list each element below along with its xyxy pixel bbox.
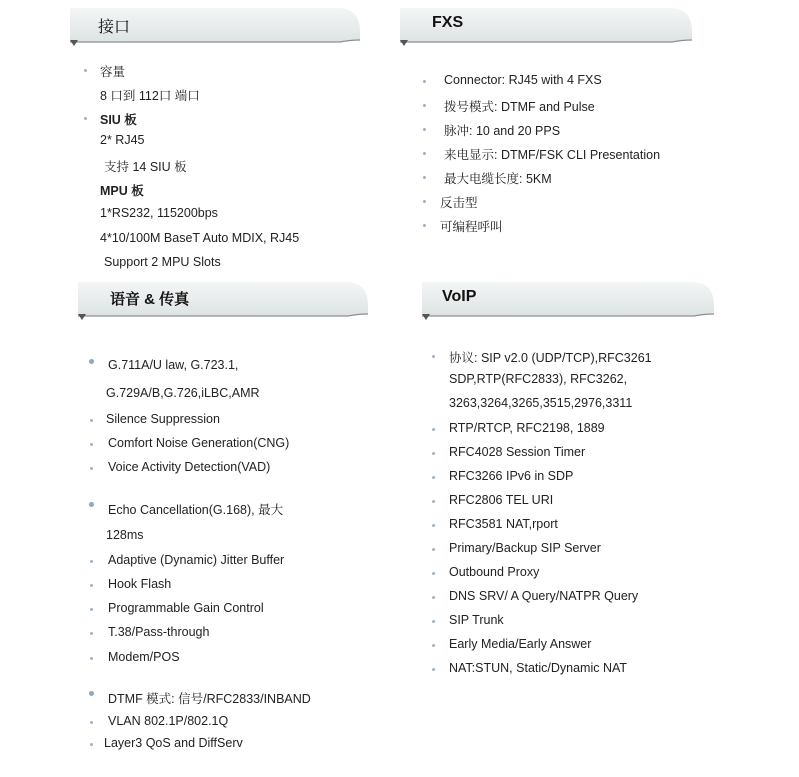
bullet (90, 721, 93, 724)
list-item: 拨号模式: DTMF and Pulse (444, 100, 595, 114)
list-item: 反击型 (440, 196, 478, 210)
bullet (432, 596, 435, 599)
list-item: Early Media/Early Answer (449, 637, 592, 651)
bullet (432, 668, 435, 671)
bullet (432, 500, 435, 503)
list-item: 1*RS232, 115200bps (100, 206, 218, 220)
list-item: Primary/Backup SIP Server (449, 541, 601, 555)
list-item: SIP Trunk (449, 613, 504, 627)
bullet (90, 443, 93, 446)
bullet (423, 80, 426, 83)
list-item: 容量 (100, 65, 126, 79)
bullet (423, 152, 426, 155)
list-item: 最大电缆长度: 5KM (444, 172, 552, 186)
bullet (432, 452, 435, 455)
bullet (432, 644, 435, 647)
bullet (423, 176, 426, 179)
list-item: 8 口到 112口 端口 (100, 89, 200, 103)
list-item: 支持 14 SIU 板 (104, 160, 187, 174)
bullet (423, 224, 426, 227)
list-item: Adaptive (Dynamic) Jitter Buffer (108, 553, 285, 567)
section-header-fxs (398, 6, 694, 46)
list-item: MPU 板 (100, 184, 144, 198)
list-item: 可编程呼叫 (440, 220, 503, 234)
list-item: Support 2 MPU Slots (104, 255, 221, 269)
section-header-voice (76, 280, 370, 320)
bullet (432, 428, 435, 431)
bullet (90, 743, 93, 746)
list-item: SIU 板 (100, 113, 137, 127)
bullet (89, 691, 94, 696)
bullet (90, 560, 93, 563)
list-item: 128ms (106, 528, 144, 542)
bullet (90, 584, 93, 587)
bullet (432, 548, 435, 551)
list-item: RFC2806 TEL URI (449, 493, 554, 507)
bullet (90, 467, 93, 470)
bullet (89, 502, 94, 507)
list-item: 2* RJ45 (100, 133, 145, 147)
list-item: DNS SRV/ A Query/NATPR Query (449, 589, 639, 603)
list-item: Hook Flash (108, 577, 172, 591)
bullet (423, 128, 426, 131)
list-item: Voice Activity Detection(VAD) (108, 460, 271, 474)
list-item: Silence Suppression (106, 412, 220, 426)
list-item: T.38/Pass-through (108, 625, 210, 639)
section-title: 接口 (98, 19, 131, 36)
list-item: Programmable Gain Control (108, 601, 264, 615)
bullet (84, 117, 87, 120)
list-item: 脉冲: 10 and 20 PPS (444, 124, 561, 138)
bullet (423, 104, 426, 107)
section-title: VoIP (442, 288, 477, 305)
bullet (90, 608, 93, 611)
bullet (90, 632, 93, 635)
list-item: Layer3 QoS and DiffServ (104, 736, 243, 750)
list-item: Comfort Noise Generation(CNG) (108, 436, 290, 450)
list-item: G.729A/B,G.726,iLBC,AMR (106, 386, 260, 400)
bullet (432, 476, 435, 479)
list-item: DTMF 模式: 信号/RFC2833/INBAND (108, 692, 311, 706)
list-item: RFC4028 Session Timer (449, 445, 586, 459)
list-item: Connector: RJ45 with 4 FXS (444, 73, 602, 87)
bullet (423, 200, 426, 203)
bullet (432, 524, 435, 527)
list-item: RTP/RTCP, RFC2198, 1889 (449, 421, 605, 435)
bullet (90, 419, 93, 422)
section-header-voip (420, 280, 716, 320)
bullet (89, 359, 94, 364)
list-item: SDP,RTP(RFC2833), RFC3262, (449, 372, 628, 386)
bullet (84, 69, 87, 72)
list-item: 3263,3264,3265,3515,2976,3311 (449, 396, 633, 410)
bullet (432, 620, 435, 623)
list-item: 来电显示: DTMF/FSK CLI Presentation (444, 148, 661, 162)
bullet (90, 657, 93, 660)
list-item: Outbound Proxy (449, 565, 540, 579)
section-title: FXS (432, 14, 464, 31)
list-item: NAT:STUN, Static/Dynamic NAT (449, 661, 628, 675)
list-item: 4*10/100M BaseT Auto MDIX, RJ45 (100, 231, 300, 245)
list-item: RFC3581 NAT,rport (449, 517, 558, 531)
list-item: 协议: SIP v2.0 (UDP/TCP),RFC3261 (449, 351, 652, 365)
section-title: 语音 & 传真 (110, 291, 190, 308)
section-header-interface (68, 6, 362, 46)
list-item: RFC3266 IPv6 in SDP (449, 469, 574, 483)
bullet (432, 355, 435, 358)
list-item: Echo Cancellation(G.168), 最大 (108, 503, 284, 517)
list-item: VLAN 802.1P/802.1Q (108, 714, 229, 728)
list-item: G.711A/U law, G.723.1, (108, 358, 239, 372)
list-item: Modem/POS (108, 650, 180, 664)
bullet (432, 572, 435, 575)
